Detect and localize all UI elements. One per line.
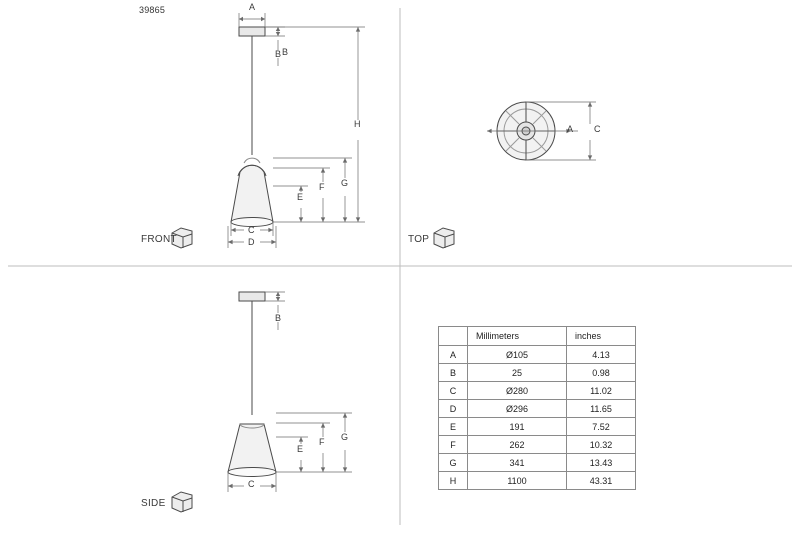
row-key: G	[439, 454, 468, 472]
table-row	[439, 364, 636, 382]
row-mm: 262	[468, 436, 567, 454]
row-mm: Ø280	[468, 382, 567, 400]
dim-label-a-top: A	[567, 124, 574, 134]
row-mm: 191	[468, 418, 567, 436]
row-key: D	[439, 400, 468, 418]
row-in: 4.13	[567, 346, 636, 364]
front-view-drawing	[231, 27, 273, 227]
row-mm: Ø296	[468, 400, 567, 418]
row-key: F	[439, 436, 468, 454]
svg-text:B: B	[282, 47, 289, 57]
dim-label-h-front: H	[354, 119, 361, 129]
row-mm: Ø105	[468, 346, 567, 364]
dim-label-f-side: F	[319, 437, 325, 447]
row-key: C	[439, 382, 468, 400]
view-label-side: SIDE	[141, 498, 166, 509]
dim-label-c-top: C	[594, 124, 601, 134]
side-view-cube-icon	[172, 492, 192, 512]
part-number: 39865	[139, 5, 166, 15]
row-mm: 25	[468, 364, 567, 382]
dim-label-f-front: F	[319, 182, 325, 192]
dim-label-d-front: D	[248, 237, 255, 247]
row-mm: 1100	[468, 472, 567, 490]
side-view-drawing	[228, 292, 276, 477]
table-row	[439, 400, 636, 418]
row-in: 11.02	[567, 382, 636, 400]
table-header-row	[439, 327, 636, 346]
row-key: B	[439, 364, 468, 382]
row-mm: 341	[468, 454, 567, 472]
row-key: H	[439, 472, 468, 490]
row-in: 11.65	[567, 400, 636, 418]
view-label-front: FRONT	[141, 234, 177, 245]
row-in: 13.43	[567, 454, 636, 472]
row-in: 7.52	[567, 418, 636, 436]
table-row	[439, 346, 636, 364]
top-view-cube-icon	[434, 228, 454, 248]
row-in: 10.32	[567, 436, 636, 454]
dim-label-g-front: G	[341, 178, 349, 188]
dim-label-b-side: B	[275, 313, 282, 323]
table-row	[439, 382, 636, 400]
table-row	[439, 472, 636, 490]
dim-label-e-side: E	[297, 444, 304, 454]
row-in: 0.98	[567, 364, 636, 382]
table-row	[439, 436, 636, 454]
dim-label-g-side: G	[341, 432, 349, 442]
dim-label-e-front: E	[297, 192, 304, 202]
table-header-key	[439, 327, 468, 346]
row-key: A	[439, 346, 468, 364]
dim-label-c-side: C	[248, 479, 255, 489]
table-row	[439, 418, 636, 436]
row-key: E	[439, 418, 468, 436]
dim-label-c-front: C	[248, 225, 255, 235]
table-header-millimeters: Millimeters	[468, 327, 567, 346]
dim-label-a-front: A	[249, 2, 256, 12]
table-row	[439, 454, 636, 472]
table-header-inches: inches	[567, 327, 636, 346]
dimensions-table	[438, 326, 636, 490]
row-in: 43.31	[567, 472, 636, 490]
dim-label-b-front: B	[275, 49, 282, 59]
view-label-top: TOP	[408, 234, 430, 245]
